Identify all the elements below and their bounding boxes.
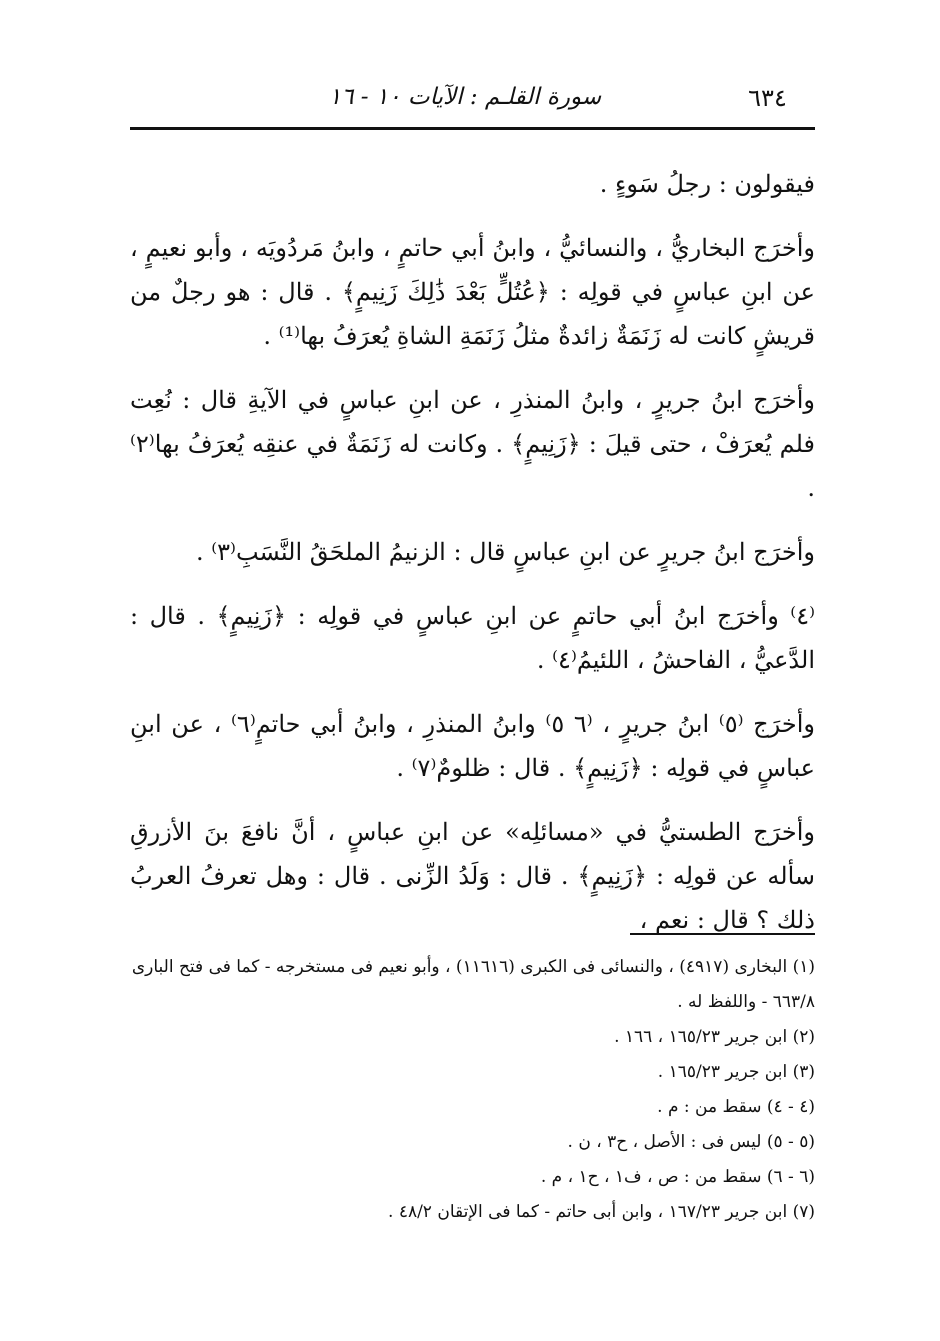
paragraph: فيقولون : رجلُ سَوءٍ . bbox=[599, 170, 815, 198]
running-head: سورة القلـم : الآيات ١٠ - ١٦ bbox=[328, 84, 602, 110]
paragraph: ⁽٤⁾ وأخرَج ابنُ أبي حاتمٍ عن ابنِ عباسٍ في قولِه : ﴿زَنِيمٍ﴾ . قال : الدَّعيُّ ، الفاحشُ ، اللئيمُ⁽٤⁾ . bbox=[130, 602, 815, 674]
footnotes bbox=[130, 950, 815, 1230]
paragraph: وأخرَج ابنُ جريرٍ ، وابنُ المنذرِ ، عن ابنِ عباسٍ في الآيةِ قال : نُعِت فلم يُعرَفْ ، حتى قيلَ : ﴿زَنِيمٍ﴾ . وكانت له زَنَمَةٌ في عنقِه يُعرَفُ بها⁽٢⁾ . bbox=[130, 386, 816, 502]
page-number: ٦٣٤ bbox=[748, 84, 787, 112]
paragraph: وأخرَج البخاريُّ ، والنسائيُّ ، وابنُ أبي حاتمٍ ، وابنُ مَردُويَه ، وأبو نعيمٍ ، عن ابنِ عباسٍ في قولِه : ﴿عُتُلٍّ بَعْدَ ذَٰلِكَ زَنِيمٍ﴾ . قال : هو رجلٌ من قريشٍ كانت له زَنَمَةٌ زائدةٌ مثلُ زَنَمَةِ الشاةِ يُعرَفُ بها⁽¹⁾ . bbox=[130, 234, 815, 350]
body-text bbox=[130, 162, 815, 942]
footnote: (٢) ابن جرير ١٦٥/٢٣ ، ١٦٦ . bbox=[614, 1027, 815, 1047]
footnote-divider bbox=[630, 933, 815, 935]
footnote: (١) البخارى (٤٩١٧) ، والنسائى فى الكبرى (١١٦١٦) ، وأبو نعيم فى مستخرجه - كما فى فتح البارى ٦٦٣/٨ - واللفظ له . bbox=[131, 957, 815, 1012]
footnote: (٤ - ٤) سقط من : م . bbox=[657, 1097, 815, 1117]
footnote: (٣) ابن جرير ١٦٥/٢٣ . bbox=[657, 1062, 815, 1082]
paragraph: وأخرَج الطستيُّ في «مسائلِه» عن ابنِ عباسٍ ، أنَّ نافعَ بنَ الأزرقِ سأله عن قولِه : ﴿زَنِيمٍ﴾ . قال : وَلَدُ الزِّنى . قال : وهل تعرفُ العربُ ذلك ؟ قال : نعم ، bbox=[130, 818, 815, 934]
paragraph: وأخرَج ابنُ جريرٍ عن ابنِ عباسٍ قال : الزنيمُ الملحَقُ النَّسَبِ⁽٣⁾ . bbox=[196, 538, 815, 566]
paragraph: وأخرَج ⁽٥⁾ ابنُ جريرٍ ، ⁽٦ ٥⁾ وابنُ المنذرِ ، وابنُ أبي حاتمٍ⁽٦⁾ ، عن ابنِ عباسٍ في قولِه : ﴿زَنِيمٍ﴾ . قال : ظلومٌ⁽٧⁾ . bbox=[130, 710, 816, 782]
footnote: (٥ - ٥) ليس فى : الأصل ، ح٣ ، ن . bbox=[567, 1132, 815, 1152]
footnote: (٧) ابن جرير ١٦٧/٢٣ ، وابن أبى حاتم - كما فى الإتقان ٤٨/٢ . bbox=[388, 1202, 815, 1222]
footnote: (٦ - ٦) سقط من : ص ، ف١ ، ح١ ، م . bbox=[540, 1167, 815, 1187]
header-divider bbox=[130, 127, 815, 130]
